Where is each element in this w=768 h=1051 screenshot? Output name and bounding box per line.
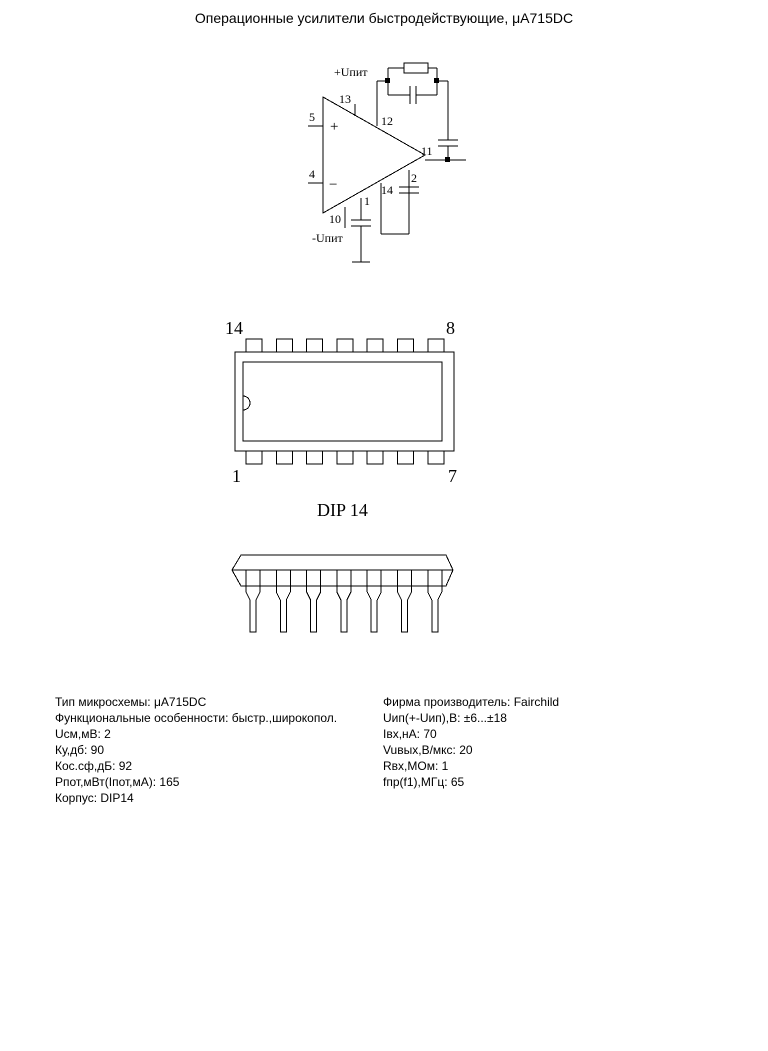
package-name: DIP 14 xyxy=(317,500,368,520)
package-pin xyxy=(337,339,353,352)
spec-line: Ку,дб: 90 xyxy=(55,743,105,757)
spec-line: Кос.сф,дБ: 92 xyxy=(55,759,133,773)
pin1-number: 1 xyxy=(232,466,241,486)
side-pin xyxy=(398,570,412,632)
dip14-side-view xyxy=(232,555,453,632)
page-title: Операционные усилители быстродействующие, μA715DC xyxy=(194,10,574,26)
package-pin xyxy=(246,451,262,464)
plus-sign: + xyxy=(330,119,339,135)
minus-sign: − xyxy=(329,177,338,193)
spec-line: Тип микросхемы: μA715DC xyxy=(55,695,207,709)
pin14-label: 14 xyxy=(381,183,393,197)
spec-line: fпр(f1),МГц: 65 xyxy=(383,775,465,789)
pin13-label: 13 xyxy=(339,92,351,106)
spec-line: Iвх,нА: 70 xyxy=(383,727,437,741)
spec-line: Функциональные особенности: быстр.,широкопол. xyxy=(55,711,338,725)
pin5-label: 5 xyxy=(309,110,315,124)
node-dot xyxy=(385,78,390,83)
pin14-number: 14 xyxy=(225,318,243,338)
pin2-label: 2 xyxy=(411,171,417,185)
opamp-schematic xyxy=(308,63,466,262)
pin7-number: 7 xyxy=(448,466,457,486)
side-pin xyxy=(276,570,290,632)
package-pin xyxy=(276,451,292,464)
pin4-label: 4 xyxy=(309,167,315,181)
package-pin xyxy=(367,339,383,352)
spec-line: Vuвых,В/мкс: 20 xyxy=(383,743,473,757)
specs-left-column xyxy=(55,694,337,806)
node-dot xyxy=(445,157,450,162)
side-pin xyxy=(307,570,321,632)
side-pin xyxy=(428,570,442,632)
side-pin xyxy=(337,570,351,632)
package-pin xyxy=(307,451,323,464)
spec-line: Рпот,мВт(Iпот,мА): 165 xyxy=(55,775,180,789)
spec-line: Фирма производитель: Fairchild xyxy=(383,695,560,709)
pin11-label: 11 xyxy=(421,144,433,158)
spec-line: Rвх,МОм: 1 xyxy=(383,759,449,773)
package-pin xyxy=(398,451,414,464)
package-pin xyxy=(428,339,444,352)
pin1-label: 1 xyxy=(364,194,370,208)
package-pin xyxy=(367,451,383,464)
pin8-number: 8 xyxy=(446,318,455,338)
pin1-notch xyxy=(243,396,250,410)
pin10-label: 10 xyxy=(329,212,341,226)
spec-line: Корпус: DIP14 xyxy=(55,791,134,805)
package-body-outer xyxy=(235,352,454,451)
side-pin xyxy=(367,570,381,632)
dip14-top-view xyxy=(225,318,457,520)
package-pin xyxy=(246,339,262,352)
specs-right-column xyxy=(383,694,559,790)
package-pin xyxy=(428,451,444,464)
supply-pos-label: +Uпит xyxy=(334,65,368,79)
package-pin xyxy=(307,339,323,352)
side-pin xyxy=(246,570,260,632)
package-pin xyxy=(398,339,414,352)
package-pin xyxy=(276,339,292,352)
package-body-inner xyxy=(243,362,442,441)
package-pin xyxy=(337,451,353,464)
opamp-triangle xyxy=(323,97,425,213)
spec-line: Uсм,мВ: 2 xyxy=(55,727,111,741)
pin12-label: 12 xyxy=(381,114,393,128)
feedback-resistor xyxy=(404,63,428,73)
spec-line: Uип(+-Uип),В: ±6...±18 xyxy=(383,711,507,725)
supply-neg-label: -Uпит xyxy=(312,231,343,245)
